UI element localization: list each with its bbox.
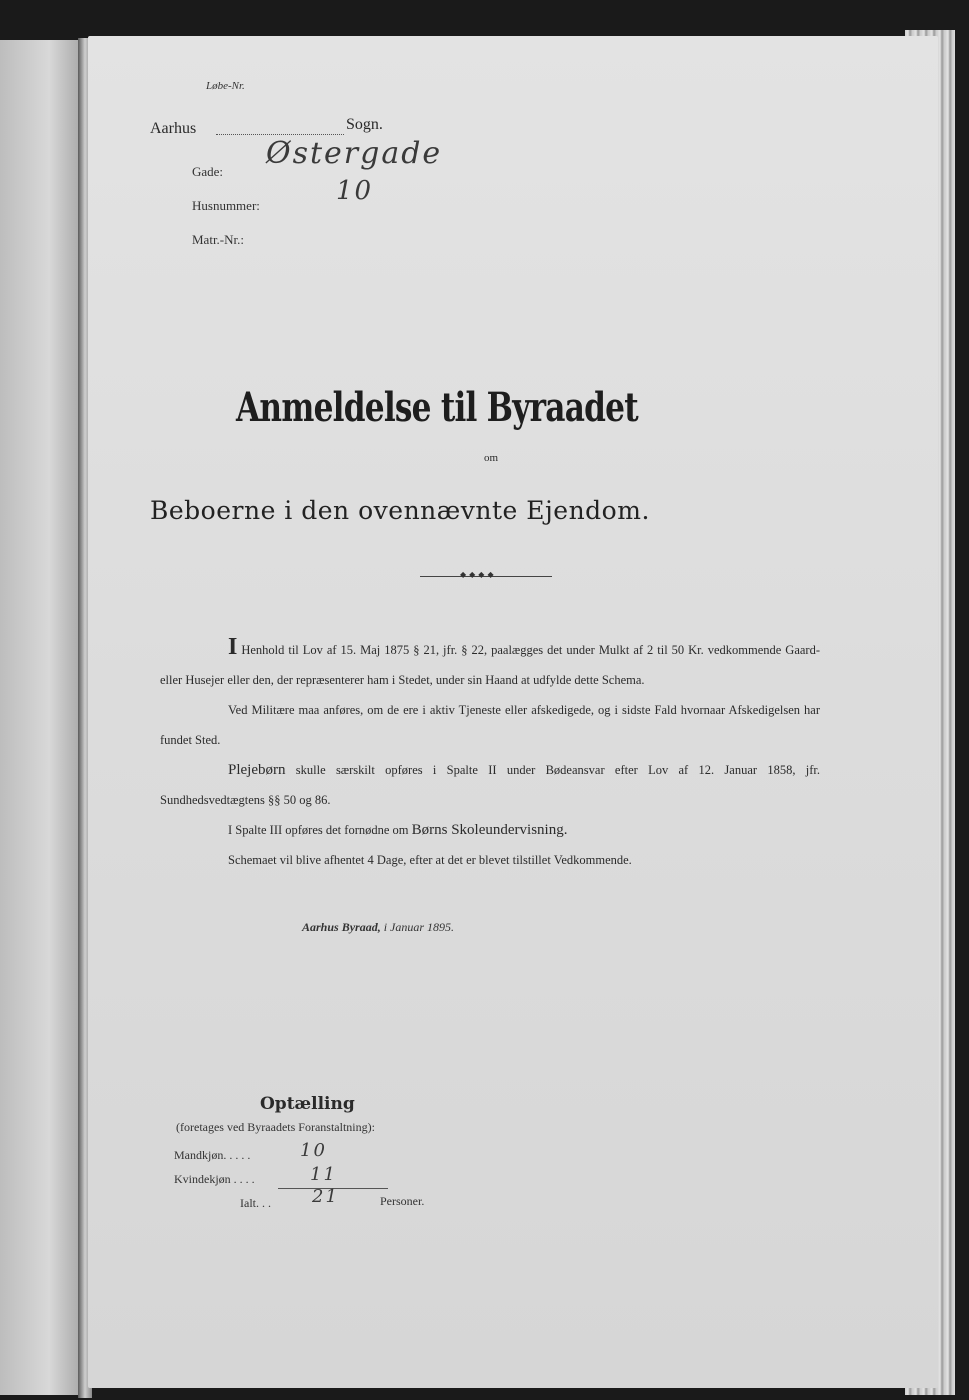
husnummer-handwritten-value: 10 bbox=[336, 176, 374, 206]
paragraph-militaere bbox=[160, 695, 820, 755]
instructions-block bbox=[160, 632, 820, 875]
gade-label: Gade: bbox=[192, 164, 224, 179]
paragraph-plejeborn bbox=[160, 755, 820, 815]
skoleundervisning-emphasis: Børns Skoleundervisning. bbox=[411, 822, 568, 838]
plejeborn-emphasis: Plejebørn bbox=[228, 762, 286, 778]
matr-nr-label: Matr.-Nr.: bbox=[192, 232, 244, 247]
aarhus-label: Aarhus bbox=[150, 120, 197, 137]
paragraph-plejeborn-text: skulle særskilt opføres i Spalte II under Bødeansvar efter Lov af 12. Januar 1858, jfr. Sundhedsvedtægtens §§ 50 og 86. bbox=[160, 763, 820, 807]
paragraph-spalte-iii bbox=[160, 815, 820, 845]
lobe-nr-label: Løbe-Nr. bbox=[206, 80, 245, 92]
paragraph-militaere-text: Ved Militære maa anføres, om de ere i aktiv Tjeneste eller afskedigede, og i sidste Fald hvornaar Afskedigelsen har fundet Sted. bbox=[160, 703, 820, 747]
paragraph-schemaet bbox=[160, 845, 820, 875]
signature-name: Aarhus Byraad, bbox=[302, 920, 381, 934]
document-title: Anmeldelse til Byraadet bbox=[236, 384, 638, 431]
drop-cap: I bbox=[228, 634, 238, 660]
kvindekjon-label: Kvindekjøn . . . . bbox=[174, 1172, 255, 1186]
sogn-dotted-line bbox=[216, 120, 344, 135]
signature-date: i Januar 1895. bbox=[383, 920, 455, 934]
husnummer-label: Husnummer: bbox=[192, 198, 260, 213]
paragraph-spalte-iii-text: I Spalte III opføres det fornødne om bbox=[228, 823, 409, 837]
optaelling-title: Optælling bbox=[260, 1094, 355, 1114]
paragraph-henhold-text: Henhold til Lov af 15. Maj 1875 § 21, jfr. § 22, paalægges det under Mulkt af 2 til 50 Kr. vedkommende Gaard- eller Husejer eller den, der repræsenterer ham i Stedet, under sin Haand at udfylde dette Schema. bbox=[160, 643, 821, 687]
left-page-edge bbox=[0, 40, 82, 1395]
ialt-value: 21 bbox=[312, 1186, 339, 1207]
kvindekjon-value: 11 bbox=[310, 1164, 337, 1185]
divider-ornament: ◆◆◆◆ bbox=[460, 570, 497, 579]
mandkjon-label: Mandkjøn. . . . . bbox=[174, 1148, 251, 1162]
om-label: om bbox=[484, 452, 499, 464]
paragraph-schemaet-text: Schemaet vil blive afhentet 4 Dage, efter at det er blevet tilstillet Vedkommende. bbox=[228, 853, 632, 867]
paragraph-henhold bbox=[160, 632, 820, 695]
document-page bbox=[88, 36, 938, 1388]
mandkjon-value: 10 bbox=[300, 1140, 327, 1161]
ialt-label: Ialt. . . bbox=[240, 1196, 271, 1210]
sogn-label: Sogn. bbox=[346, 116, 383, 133]
signature-line bbox=[302, 920, 454, 935]
personer-label: Personer. bbox=[380, 1194, 425, 1208]
optaelling-note: (foretages ved Byraadets Foranstaltning): bbox=[176, 1120, 375, 1134]
gade-handwritten-value: Østergade bbox=[266, 136, 443, 171]
document-subtitle: Beboerne i den ovennævnte Ejendom. bbox=[150, 496, 650, 525]
